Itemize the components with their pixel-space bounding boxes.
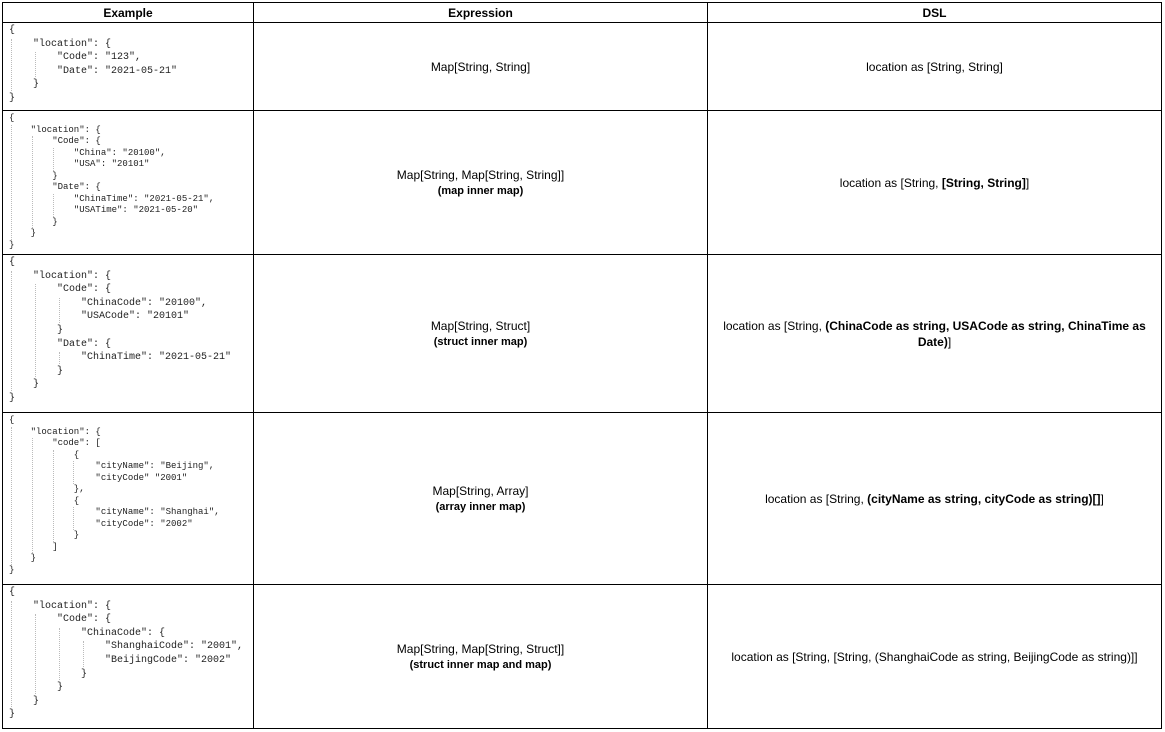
dsl-text: location as [String, — [839, 175, 942, 190]
expression-text: Map[String, Map[String, Struct]] — [396, 641, 565, 656]
code-line: "cityCode" "2001" — [9, 472, 188, 483]
code-line: } — [9, 393, 16, 404]
code-line: { — [9, 113, 15, 123]
dsl-cell — [708, 111, 1162, 255]
code-line: "ChinaCode": { — [9, 627, 166, 639]
example-code-cell — [3, 585, 254, 729]
table-row — [3, 111, 1162, 255]
code-line: "cityName": "Beijing", — [9, 461, 215, 471]
indent-guide — [53, 194, 54, 217]
code-line: } — [9, 239, 15, 250]
header-example: Example — [3, 3, 254, 23]
code-line: "ShanghaiCode": "2001", — [9, 641, 244, 653]
indent-guide — [35, 284, 36, 379]
expression-note: (struct inner map and map) — [409, 658, 552, 671]
dsl-cell — [708, 585, 1162, 729]
code-block — [3, 23, 253, 110]
header-expression: Expression — [254, 3, 708, 23]
code-line: "Date": { — [9, 182, 101, 192]
expression-note: (struct inner map) — [433, 335, 528, 348]
table-row — [3, 413, 1162, 585]
code-line: "location": { — [9, 600, 112, 612]
dsl-cell — [708, 413, 1162, 585]
code-line: } — [9, 379, 40, 391]
code-block — [3, 585, 253, 728]
code-line: } — [9, 668, 88, 680]
dsl-text: location as [String, String] — [866, 59, 1003, 74]
indent-guide — [11, 427, 12, 565]
expression-cell — [254, 111, 708, 255]
code-line: } — [9, 530, 80, 540]
dsl-suffix: ] — [1100, 491, 1104, 506]
code-line: "cityCode": "2002" — [9, 518, 193, 529]
expression-cell — [254, 255, 708, 413]
code-line: "ChinaTime": "2021-05-21" — [9, 352, 232, 364]
code-line: "location": { — [9, 426, 101, 437]
expression-cell — [254, 23, 708, 111]
indent-guide — [11, 125, 12, 240]
indent-guide — [73, 507, 74, 530]
dsl-bold-text: [String, String] — [941, 175, 1026, 190]
code-line: } — [9, 79, 40, 91]
code-line: } — [9, 93, 16, 104]
code-line: "BeijingCode": "2002" — [9, 655, 232, 666]
indent-guide — [35, 52, 36, 79]
code-line: "USA": "20101" — [9, 159, 150, 169]
code-line: "code": [ — [9, 438, 101, 448]
code-line: } — [9, 553, 37, 563]
code-line: { — [9, 257, 16, 268]
code-line: { — [9, 449, 80, 460]
code-line: "Code": { — [9, 284, 112, 296]
header-dsl: DSL — [708, 3, 1162, 23]
indent-guide — [83, 641, 84, 668]
expression-text: Map[String, Array] — [432, 483, 529, 498]
code-line: "Code": { — [9, 614, 112, 626]
code-line: "location": { — [9, 38, 112, 50]
code-line: "Date": "2021-05-21" — [9, 65, 178, 77]
table-row — [3, 585, 1162, 729]
code-block — [3, 255, 253, 412]
code-line: "Code": "123", — [9, 52, 142, 64]
expression-note: (map inner map) — [437, 184, 524, 197]
indent-guide — [11, 39, 12, 93]
dsl-cell — [708, 255, 1162, 413]
example-code-cell — [3, 111, 254, 255]
indent-guide — [53, 148, 54, 171]
dsl-text: location as [String, — [723, 318, 826, 333]
dsl-cell — [708, 23, 1162, 111]
dsl-text: location as [String, [String, (ShanghaiCode as string, BeijingCode as string)]] — [731, 649, 1138, 664]
code-line: { — [9, 25, 16, 36]
code-line: } — [9, 709, 16, 721]
indent-guide — [53, 450, 54, 542]
expression-cell — [254, 585, 708, 729]
code-line: { — [9, 415, 15, 425]
dsl-bold-text: (ChinaCode as string, USACode as string, ChinaTime as Date) — [825, 318, 1146, 349]
table-row — [3, 255, 1162, 413]
code-line: "China": "20100", — [9, 147, 166, 158]
indent-guide — [73, 461, 74, 484]
example-code-cell — [3, 255, 254, 413]
code-line: "Date": { — [9, 338, 112, 350]
code-block — [3, 413, 253, 584]
example-code-cell — [3, 413, 254, 585]
code-line: } — [9, 170, 58, 181]
code-line: "ChinaTime": "2021-05-21", — [9, 193, 215, 204]
indent-guide — [11, 271, 12, 393]
expression-note: (array inner map) — [435, 500, 526, 513]
dsl-text: location as [String, — [765, 491, 868, 506]
indent-guide — [59, 352, 60, 366]
code-line: "location": { — [9, 124, 101, 135]
table-row — [3, 23, 1162, 111]
code-line: "USACode": "20101" — [9, 311, 190, 323]
dsl-suffix: ] — [947, 334, 952, 349]
code-line: } — [9, 682, 64, 694]
indent-guide — [11, 601, 12, 710]
code-line: } — [9, 228, 37, 238]
example-code-cell — [3, 23, 254, 111]
code-line: "cityName": "Shanghai", — [9, 507, 220, 517]
expression-text: Map[String, Map[String, String]] — [396, 167, 565, 182]
code-block — [3, 111, 253, 254]
schema-mapping-table — [2, 2, 1162, 729]
indent-guide — [35, 614, 36, 696]
code-line: } — [9, 365, 64, 377]
expression-cell — [254, 413, 708, 585]
indent-guide — [32, 438, 33, 553]
code-line: "ChinaCode": "20100", — [9, 297, 208, 309]
code-line: "USATime": "2021-05-20" — [9, 205, 199, 215]
code-line: ] — [9, 541, 58, 552]
indent-guide — [59, 298, 60, 325]
code-line: "Code": { — [9, 136, 101, 146]
dsl-bold-text: (cityName as string, cityCode as string)[] — [867, 491, 1101, 506]
code-line: }, — [9, 484, 85, 494]
expression-text: Map[String, Struct] — [430, 318, 531, 333]
code-line: { — [9, 587, 16, 598]
header-row — [3, 3, 1162, 23]
code-line: } — [9, 564, 15, 575]
expression-text: Map[String, String] — [430, 59, 531, 74]
dsl-suffix: ] — [1025, 175, 1030, 190]
code-line: "location": { — [9, 270, 112, 282]
code-line: { — [9, 495, 80, 506]
code-line: } — [9, 695, 40, 707]
code-line: } — [9, 325, 64, 336]
indent-guide — [32, 136, 33, 228]
indent-guide — [59, 628, 60, 682]
code-line: } — [9, 216, 58, 227]
